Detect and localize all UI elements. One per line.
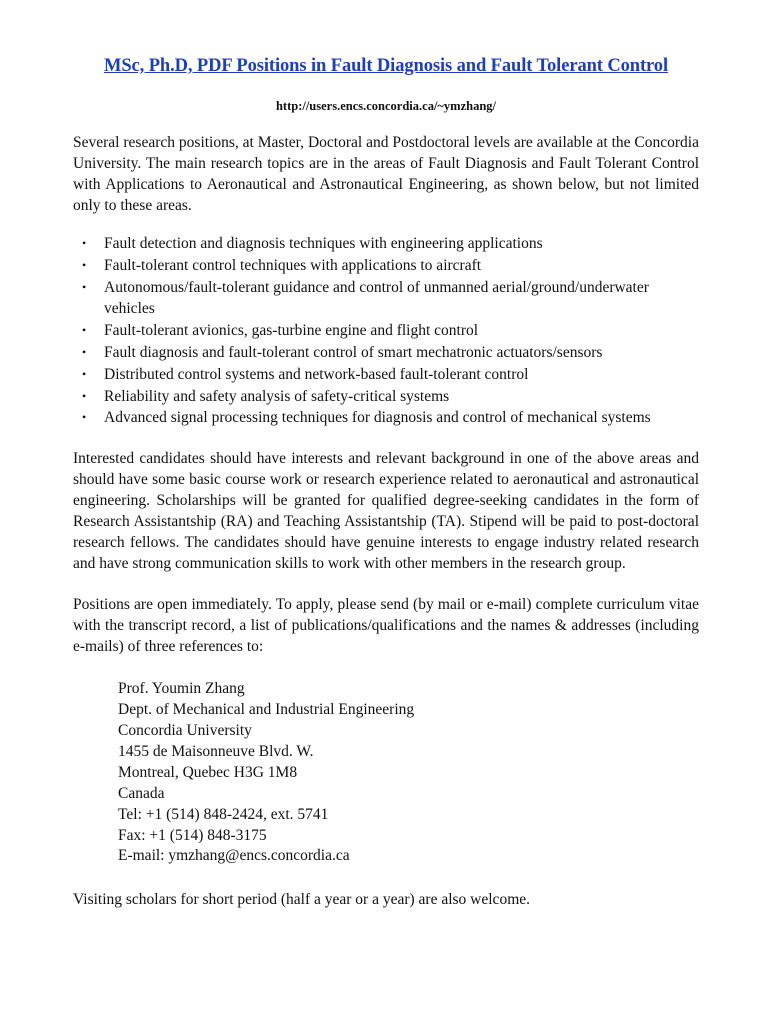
topic-text: Fault diagnosis and fault-tolerant control of smart mechatronic actuators/sensors	[104, 343, 603, 361]
bullet-icon: •	[82, 279, 87, 294]
bullet-icon: •	[82, 323, 87, 338]
list-item	[73, 407, 699, 429]
bullet-icon: •	[82, 344, 87, 359]
contact-email: E-mail: ymzhang@encs.concordia.ca	[118, 847, 350, 865]
bullet-icon: •	[82, 366, 87, 381]
list-item	[73, 255, 699, 277]
topic-text: Fault detection and diagnosis techniques with engineering applications	[104, 235, 543, 252]
homepage-url: http://users.encs.concordia.ca/~ymzhang/	[275, 99, 497, 113]
topic-text: Fault-tolerant control techniques with applications to aircraft	[104, 256, 482, 274]
contact-country: Canada	[118, 784, 165, 802]
list-item	[73, 342, 699, 364]
list-item	[73, 320, 699, 342]
list-item	[73, 277, 699, 321]
contact-department: Dept. of Mechanical and Industrial Engineering	[118, 701, 415, 719]
apply-paragraph: Positions are open immediately. To apply, please send (by mail or e-mail) complete curriculum vitae with the transcript record, a list of publications/qualifications and the names & addresses (including e-mails) of three references to:	[73, 596, 699, 656]
contact-city: Montreal, Quebec H3G 1M8	[118, 763, 298, 781]
bullet-icon: •	[82, 410, 87, 425]
bullet-icon: •	[82, 236, 87, 250]
topic-text: Distributed control systems and network-based fault-tolerant control	[104, 365, 529, 383]
contact-street: 1455 de Maisonneuve Blvd. W.	[118, 742, 314, 760]
contact-address-block	[118, 679, 699, 867]
bullet-icon: •	[82, 388, 87, 403]
list-item	[73, 233, 699, 255]
contact-university: Concordia University	[118, 721, 252, 739]
topic-text: Advanced signal processing techniques for diagnosis and control of mechanical systems	[104, 409, 651, 427]
bullet-icon: •	[82, 257, 87, 272]
page-title-link[interactable]: MSc, Ph.D, PDF Positions in Fault Diagnosis and Fault Tolerant Control	[104, 56, 668, 76]
candidates-paragraph: Interested candidates should have interests and relevant background in one of the above areas and should have some basic course work or research experience related to aeronautical and astronautical engineering. Scholarships will be granted for qualified degree-seeking candidates in the form of Research Assistantship (RA) and Teaching Assistantship (TA). Stipend will be paid to post-doctoral research fellows. The candidates should have genuine interests to engage industry related research and have strong communication skills to work with other members in the research group.	[73, 450, 699, 573]
visiting-scholars-paragraph: Visiting scholars for short period (half a year or a year) are also welcome.	[73, 891, 531, 909]
document-page	[73, 56, 699, 910]
topic-text: Autonomous/fault-tolerant guidance and control of unmanned aerial/ground/underwater vehicles	[104, 278, 649, 318]
list-item	[73, 386, 699, 408]
contact-phone: Tel: +1 (514) 848-2424, ext. 5741	[118, 805, 329, 823]
research-topics-list	[73, 233, 699, 429]
contact-name: Prof. Youmin Zhang	[118, 680, 245, 698]
intro-paragraph: Several research positions, at Master, Doctoral and Postdoctoral levels are available at the Concordia University. The main research topics are in the areas of Fault Diagnosis and Fault Tolerant Control with Applications to Aeronautical and Astronautical Engineering, as shown below, but not limited only to these areas.	[73, 134, 699, 214]
topic-text: Fault-tolerant avionics, gas-turbine engine and flight control	[104, 322, 479, 340]
contact-fax: Fax: +1 (514) 848-3175	[118, 826, 267, 844]
list-item	[73, 364, 699, 386]
topic-text: Reliability and safety analysis of safety-critical systems	[104, 387, 450, 405]
